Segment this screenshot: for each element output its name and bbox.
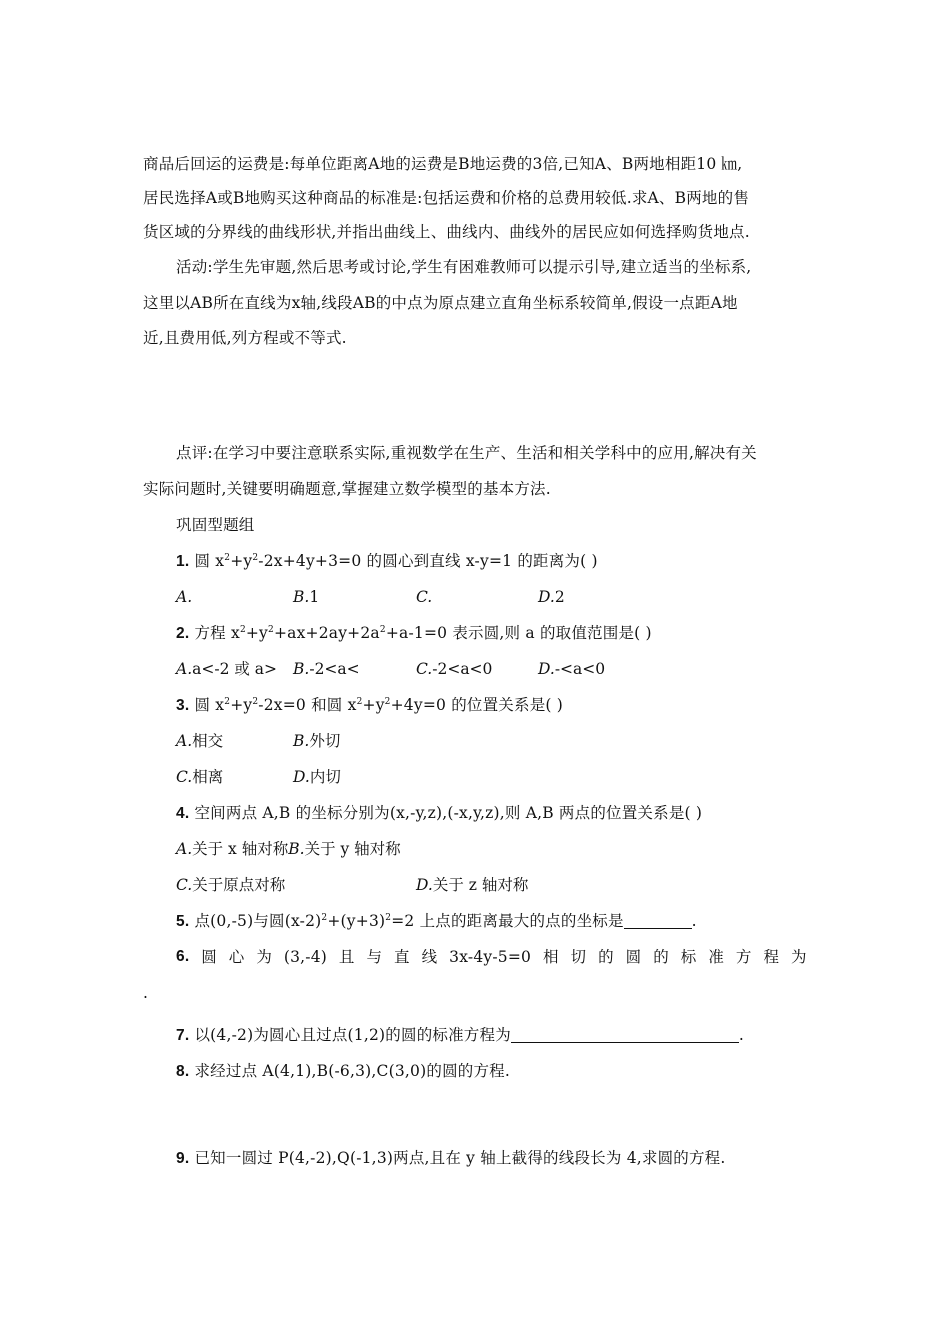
question-5: 5. 点(0,-5)与圆$(x-2)^2+(y+3)^2=2$ 上点的距离最大的点的坐标是 . xyxy=(176,912,697,930)
intro-line-1: 商品后回运的运费是:每单位距离A地的运费是B地运费的3倍,已知A、B两地相距10 ㎞, xyxy=(143,155,743,173)
answer-blank[interactable] xyxy=(624,912,692,929)
question-number: 4. xyxy=(176,805,190,822)
question-number: 9. xyxy=(176,1150,190,1167)
question-9: 9. 已知一圆过 P(4,-2),Q(-1,3)两点,且在 y 轴上截得的线段长为 4,求圆的方程. xyxy=(176,1149,726,1167)
question-number: 3. xyxy=(176,697,190,714)
question-number: 6. xyxy=(176,948,190,965)
question-2: 2. 方程 $x^2+y^2+ax+2ay+2a^2+a-1=0$ 表示圆,则 a 的取值范围是( ) xyxy=(176,624,652,642)
question-8: 8. 求经过点 A(4,1),B(-6,3),C(3,0)的圆的方程. xyxy=(176,1062,510,1080)
q3-option-b: B.外切 xyxy=(293,732,341,750)
question-number: 1. xyxy=(176,553,190,570)
question-1: 1. 圆 $x^2+y^2-2x+4y+3=0$ 的圆心到直线 x-y=1 的距离为( ) xyxy=(176,552,598,570)
q3-option-d: D.内切 xyxy=(293,768,341,786)
q1-option-d: D.2 xyxy=(538,588,565,606)
question-number: 7. xyxy=(176,1027,190,1044)
q2-option-d: D.-<a<0 xyxy=(538,660,606,678)
question-7: 7. 以(4,-2)为圆心且过点(1,2)的圆的标准方程为 . xyxy=(176,1026,745,1044)
activity-line-1: 活动:学生先审题,然后思考或讨论,学生有困难教师可以提示引导,建立适当的坐标系, xyxy=(176,258,752,276)
comment-line-2: 实际问题时,关键要明确题意,掌握建立数学模型的基本方法. xyxy=(143,480,551,498)
intro-line-3: 货区域的分界线的曲线形状,并指出曲线上、曲线内、曲线外的居民应如何选择购货地点. xyxy=(143,223,750,241)
activity-line-3: 近,且费用低,列方程或不等式. xyxy=(143,329,347,347)
question-6-tail: . xyxy=(143,984,148,1002)
q1-option-c: C. xyxy=(416,588,433,606)
answer-blank[interactable] xyxy=(511,1026,739,1043)
section-title: 巩固型题组 xyxy=(176,516,255,534)
intro-line-2: 居民选择A或B地购买这种商品的标准是:包括运费和价格的总费用较低.求A、B两地的售 xyxy=(143,189,750,207)
q4-option-d: D.关于 z 轴对称 xyxy=(416,876,529,894)
q2-option-a: A.a<-2 或 a> xyxy=(176,660,278,678)
activity-line-2: 这里以AB所在直线为x轴,线段AB的中点为原点建立直角坐标系较简单,假设一点距A地 xyxy=(143,294,738,312)
q2-option-b: B.-2<a< xyxy=(293,660,360,678)
q1-option-b: B.1 xyxy=(293,588,320,606)
q1-option-a: A. xyxy=(176,588,193,606)
q4-option-a: A.关于 x 轴对称B.关于 y 轴对称 xyxy=(176,840,401,858)
q3-option-c: C.相离 xyxy=(176,768,224,786)
q2-option-c: C.-2<a<0 xyxy=(416,660,493,678)
q4-option-c: C.关于原点对称 xyxy=(176,876,286,894)
question-number: 2. xyxy=(176,625,190,642)
q3-option-a: A.相交 xyxy=(176,732,224,750)
question-3: 3. 圆 $x^2+y^2-2x=0$ 和圆 $x^2+y^2+4y=0$ 的位置关系是( ) xyxy=(176,696,564,714)
comment-line-1: 点评:在学习中要注意联系实际,重视数学在生产、生活和相关学科中的应用,解决有关 xyxy=(176,444,757,462)
question-number: 8. xyxy=(176,1063,190,1080)
question-4: 4. 空间两点 A,B 的坐标分别为(x,-y,z),(-x,y,z),则 A,B 两点的位置关系是( ) xyxy=(176,804,703,822)
question-number: 5. xyxy=(176,913,190,930)
question-6: 6. 圆 心 为 (3,-4) 且 与 直 线 3x-4y-5=0 相 切 的 圆 的 标 准 方 程 为 xyxy=(176,948,807,966)
